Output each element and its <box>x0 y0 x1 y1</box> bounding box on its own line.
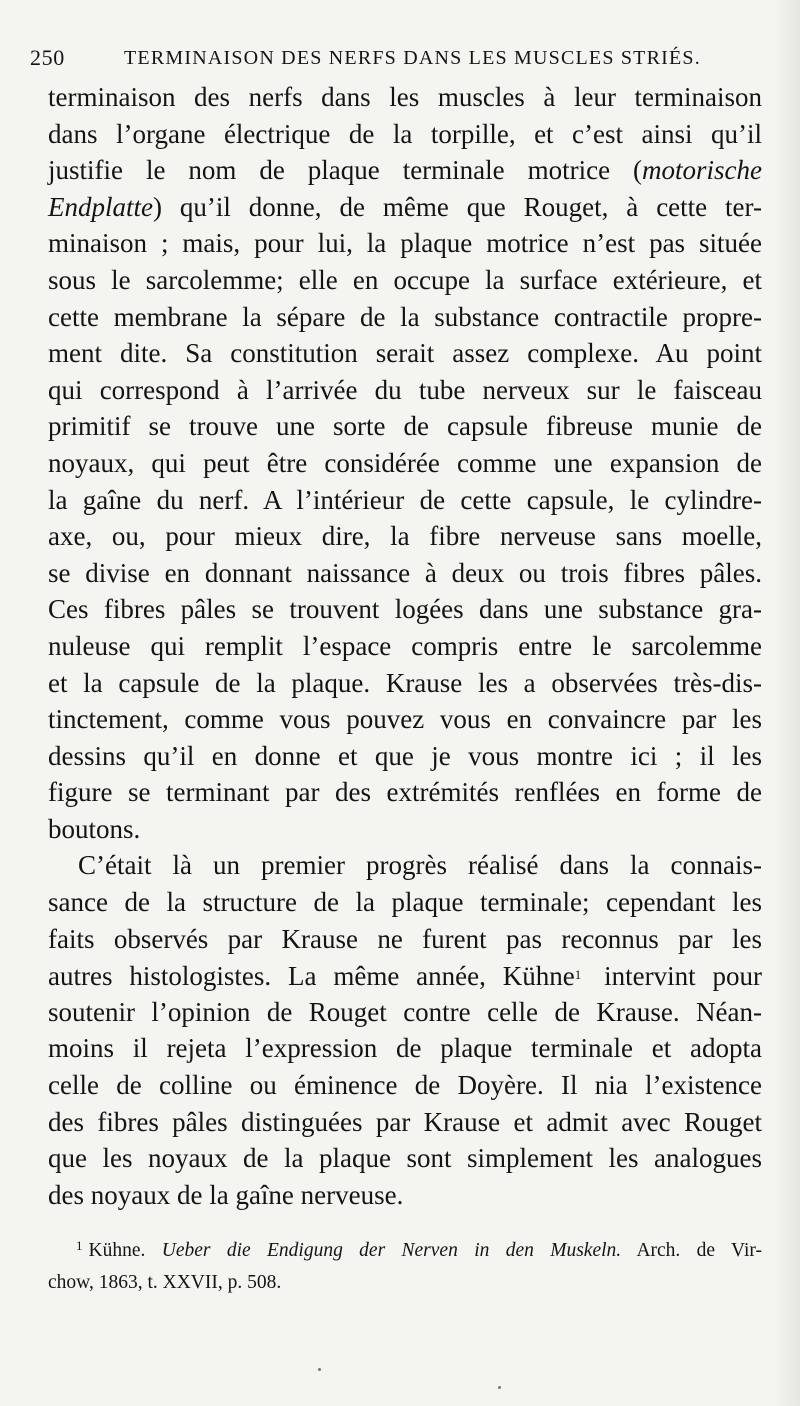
footnote-author: Kühne. <box>88 1240 146 1261</box>
text-line: cette membrane la sépare de la substance contractile propre- <box>48 301 762 332</box>
text-line: qui correspond à l’arrivée du tube nerveux sur le faisceau <box>48 374 762 405</box>
footnote-title: Ueber die Endigung der Nerven in den Muskeln. <box>161 1240 622 1261</box>
text-line <box>48 189 762 226</box>
text-line: faits observés par Krause ne furent pas reconnus par les <box>48 923 762 954</box>
text-line: des noyaux de la gaîne nerveuse. <box>48 1179 404 1210</box>
print-speck <box>318 1368 321 1371</box>
page-number: 250 <box>30 45 65 70</box>
text-fragment: autres histologistes. La même année, Kühne <box>48 961 575 992</box>
running-title: TERMINAISON DES NERFS DANS LES MUSCLES STRIÉS. <box>124 47 701 69</box>
text-line: Ces fibres pâles se trouvent logées dans une substance gra- <box>48 594 762 625</box>
text-line: terminaison des nerfs dans les muscles à leur terminaison <box>48 82 762 112</box>
text-line: tinctement, comme vous pouvez vous en convaincre par les <box>48 704 762 735</box>
text-line: axe, ou, pour mieux dire, la fibre nerveuse sans moelle, <box>48 521 762 552</box>
text-line: se divise en donnant naissance à deux ou trois fibres pâles. <box>48 557 762 588</box>
text-line: que les noyaux de la plaque sont simplement les analogues <box>48 1143 762 1174</box>
text-line: nuleuse qui remplit l’espace compris entre le sarcolemme <box>48 630 762 661</box>
text-fragment: intervint pour <box>587 961 762 992</box>
text-line: et la capsule de la plaque. Krause les a observées très-dis- <box>48 667 762 698</box>
footnote-mark: 1 <box>76 1238 83 1253</box>
text-line: boutons. <box>48 813 141 844</box>
footnote-line <box>48 1230 762 1267</box>
text-line: noyaux, qui peut être considérée comme une expansion de <box>48 447 762 478</box>
footnote-source: Arch. de Vir- <box>636 1240 762 1261</box>
text-line: moins il rejeta l’expression de plaque terminale et adopta <box>48 1033 762 1064</box>
footnote <box>48 1230 762 1299</box>
text-line: ment dite. Sa constitution serait assez complexe. Au point <box>48 338 762 369</box>
text-fragment: justifie le nom de plaque terminale motrice ( <box>48 155 643 186</box>
page-edge-shadow <box>774 0 800 1406</box>
text-line <box>48 957 762 994</box>
text-line: celle de colline ou éminence de Doyère. Il nia l’existence <box>48 1070 762 1101</box>
text-line: la gaîne du nerf. A l’intérieur de cette capsule, le cylindre- <box>48 484 762 515</box>
text-line: dessins qu’il en donne et que je vous montre ici ; il les <box>48 740 762 771</box>
page-header <box>30 38 750 78</box>
text-line: sous le sarcolemme; elle en occupe la surface extérieure, et <box>48 264 762 295</box>
text-line: dans l’organe électrique de la torpille, et c’est ainsi qu’il <box>48 118 762 149</box>
print-speck <box>498 1386 501 1389</box>
text-line: sance de la structure de la plaque terminale; cependant les <box>48 887 762 918</box>
body-text <box>48 79 762 1213</box>
text-line: primitif se trouve une sorte de capsule fibreuse munie de <box>48 411 762 442</box>
text-line: soutenir l’opinion de Rouget contre celle de Krause. Néan- <box>48 996 762 1027</box>
footnote-reference: 1 <box>574 967 582 983</box>
italic-term: motorische <box>642 155 762 186</box>
footnote-line: chow, 1863, t. XXVII, p. 508. <box>48 1272 282 1293</box>
text-fragment: ) qu’il donne, de même que Rouget, à cette ter- <box>152 191 762 222</box>
italic-term: Endplatte <box>48 191 153 222</box>
text-line: minaison ; mais, pour lui, la plaque motrice n’est pas située <box>48 228 762 259</box>
text-line <box>48 152 762 189</box>
text-line: C’était là un premier progrès réalisé dans la connais- <box>78 850 762 881</box>
text-line: figure se terminant par des extrémités renflées en forme de <box>48 777 762 808</box>
text-line: des fibres pâles distinguées par Krause et admit avec Rouget <box>48 1106 762 1137</box>
